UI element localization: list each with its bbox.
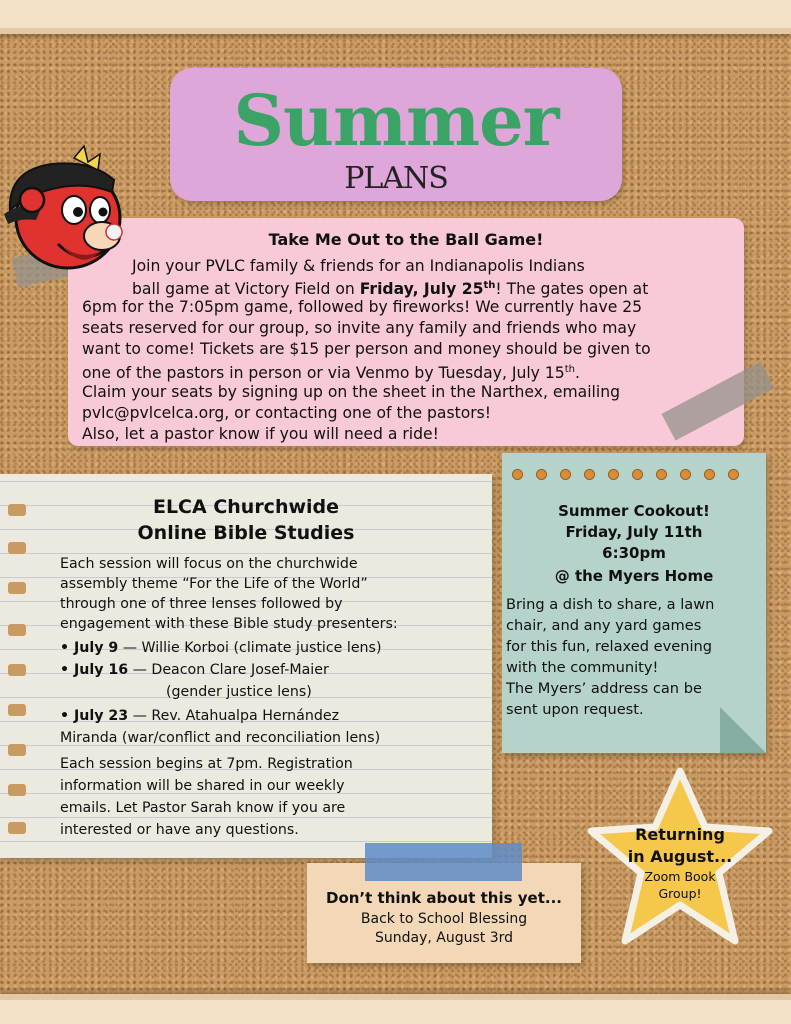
ballgame-text-line: seats reserved for our group, so invite any family and friends who may [82, 319, 637, 337]
bible-text-line: interested or have any questions. [60, 822, 299, 838]
ballgame-card [68, 218, 744, 446]
star-text: Group! [658, 886, 702, 901]
text-span: ! The gates open at [495, 280, 649, 299]
text-span: ball game at Victory Field on [132, 280, 360, 299]
cookout-title: Summer Cookout! [558, 502, 710, 520]
ballgame-text-line: Join your PVLC family & friends for an Indianapolis Indians [132, 257, 585, 275]
cookout-text-line: chair, and any yard games [506, 617, 702, 634]
tape-strip [365, 843, 522, 881]
session-date: • July 9 [60, 640, 119, 656]
bible-text-line: Each session will focus on the churchwide [60, 556, 358, 572]
bible-text-line: Miranda (war/conflict and reconciliation lens) [60, 730, 381, 746]
text-span: . [574, 364, 580, 383]
ballgame-text-line: Also, let a pastor know if you will need a ride! [82, 425, 439, 443]
pin-dot [656, 469, 667, 480]
spiral-hole [8, 582, 26, 594]
session-date: • July 16 [60, 662, 129, 678]
star-text: Zoom Book [644, 869, 716, 884]
cookout-text-line: Bring a dish to share, a lawn [506, 596, 715, 613]
spiral-hole [8, 744, 26, 756]
star-badge [581, 765, 779, 953]
page-title: Summer [233, 79, 559, 162]
ordinal-suffix: th [564, 364, 575, 375]
pin-dot [632, 469, 643, 480]
note-heading: Don’t think about this yet... [326, 889, 562, 907]
cookout-text-line: with the community! [506, 659, 659, 676]
session-presenter: — Deacon Clare Josef-Maier [128, 662, 329, 678]
bible-text-line: Each session begins at 7pm. Registration [60, 756, 353, 772]
frame-top [0, 0, 791, 34]
spiral-hole [8, 664, 26, 676]
frame-bottom [0, 994, 791, 1024]
bible-text-line: engagement with these Bible study presenters: [60, 616, 398, 632]
pin-dot [728, 469, 739, 480]
bible-text-line: through one of three lenses followed by [60, 596, 343, 612]
star-heading: in August... [627, 847, 733, 866]
spiral-hole [8, 704, 26, 716]
ballgame-text-line [82, 360, 580, 384]
spiral-hole [8, 624, 26, 636]
bible-text-line: (gender justice lens) [166, 684, 312, 700]
bible-text-line: emails. Let Pastor Sarah know if you are [60, 800, 346, 816]
note-text: Sunday, August 3rd [374, 930, 514, 946]
cookout-text-line: The Myers’ address can be [506, 680, 702, 697]
cookout-text-line: sent upon request. [506, 701, 644, 718]
ballgame-text-line: Claim your seats by signing up on the sheet in the Narthex, emailing [82, 383, 620, 401]
pin-dot [560, 469, 571, 480]
cookout-location: @ the Myers Home [554, 567, 714, 585]
title-line: ELCA Churchwide [152, 496, 340, 518]
cookout-date: Friday, July 11th [565, 523, 703, 541]
cookout-time: 6:30pm [602, 544, 666, 562]
ballgame-title: Take Me Out to the Ball Game! [268, 230, 544, 249]
page-curl [720, 707, 766, 753]
bible-study-title [0, 494, 492, 546]
title-line: Online Bible Studies [137, 522, 355, 544]
ballgame-text-line: pvlc@pvlcelca.org, or contacting one of the pastors! [82, 404, 492, 422]
bible-text-line: information will be shared in our weekly [60, 778, 345, 794]
title-card [170, 68, 622, 201]
bible-list-item [60, 706, 339, 726]
event-date: Friday, July 25 [359, 280, 484, 299]
text-span: one of the pastors in person or via Venmo by Tuesday, July 15 [82, 364, 565, 383]
cookout-card [502, 453, 766, 753]
pin-dot [536, 469, 547, 480]
ordinal-suffix: th [483, 280, 496, 291]
star-heading: Returning [635, 825, 725, 844]
session-presenter: — Rev. Atahualpa Hernández [128, 708, 340, 724]
spiral-hole [8, 822, 26, 834]
bible-study-card [0, 474, 492, 858]
mascot-bear-icon [2, 140, 134, 280]
bible-text-line: assembly theme “For the Life of the World” [60, 576, 368, 592]
pin-dot [608, 469, 619, 480]
cookout-text-line: for this fun, relaxed evening [506, 638, 713, 655]
session-presenter: — Willie Korboi (climate justice lens) [118, 640, 382, 656]
note-text: Back to School Blessing [360, 911, 528, 927]
pin-dot [584, 469, 595, 480]
pin-dot [680, 469, 691, 480]
pin-dot [704, 469, 715, 480]
ballgame-text-line: want to come! Tickets are $15 per person and money should be given to [82, 340, 651, 358]
bible-list-item [60, 638, 381, 658]
page-subtitle: PLANS [344, 161, 448, 196]
spiral-hole [8, 784, 26, 796]
bible-list-item [60, 660, 329, 680]
pin-dot [512, 469, 523, 480]
ballgame-text-line: 6pm for the 7:05pm game, followed by fireworks! We currently have 25 [82, 298, 643, 316]
session-date: • July 23 [60, 708, 129, 724]
